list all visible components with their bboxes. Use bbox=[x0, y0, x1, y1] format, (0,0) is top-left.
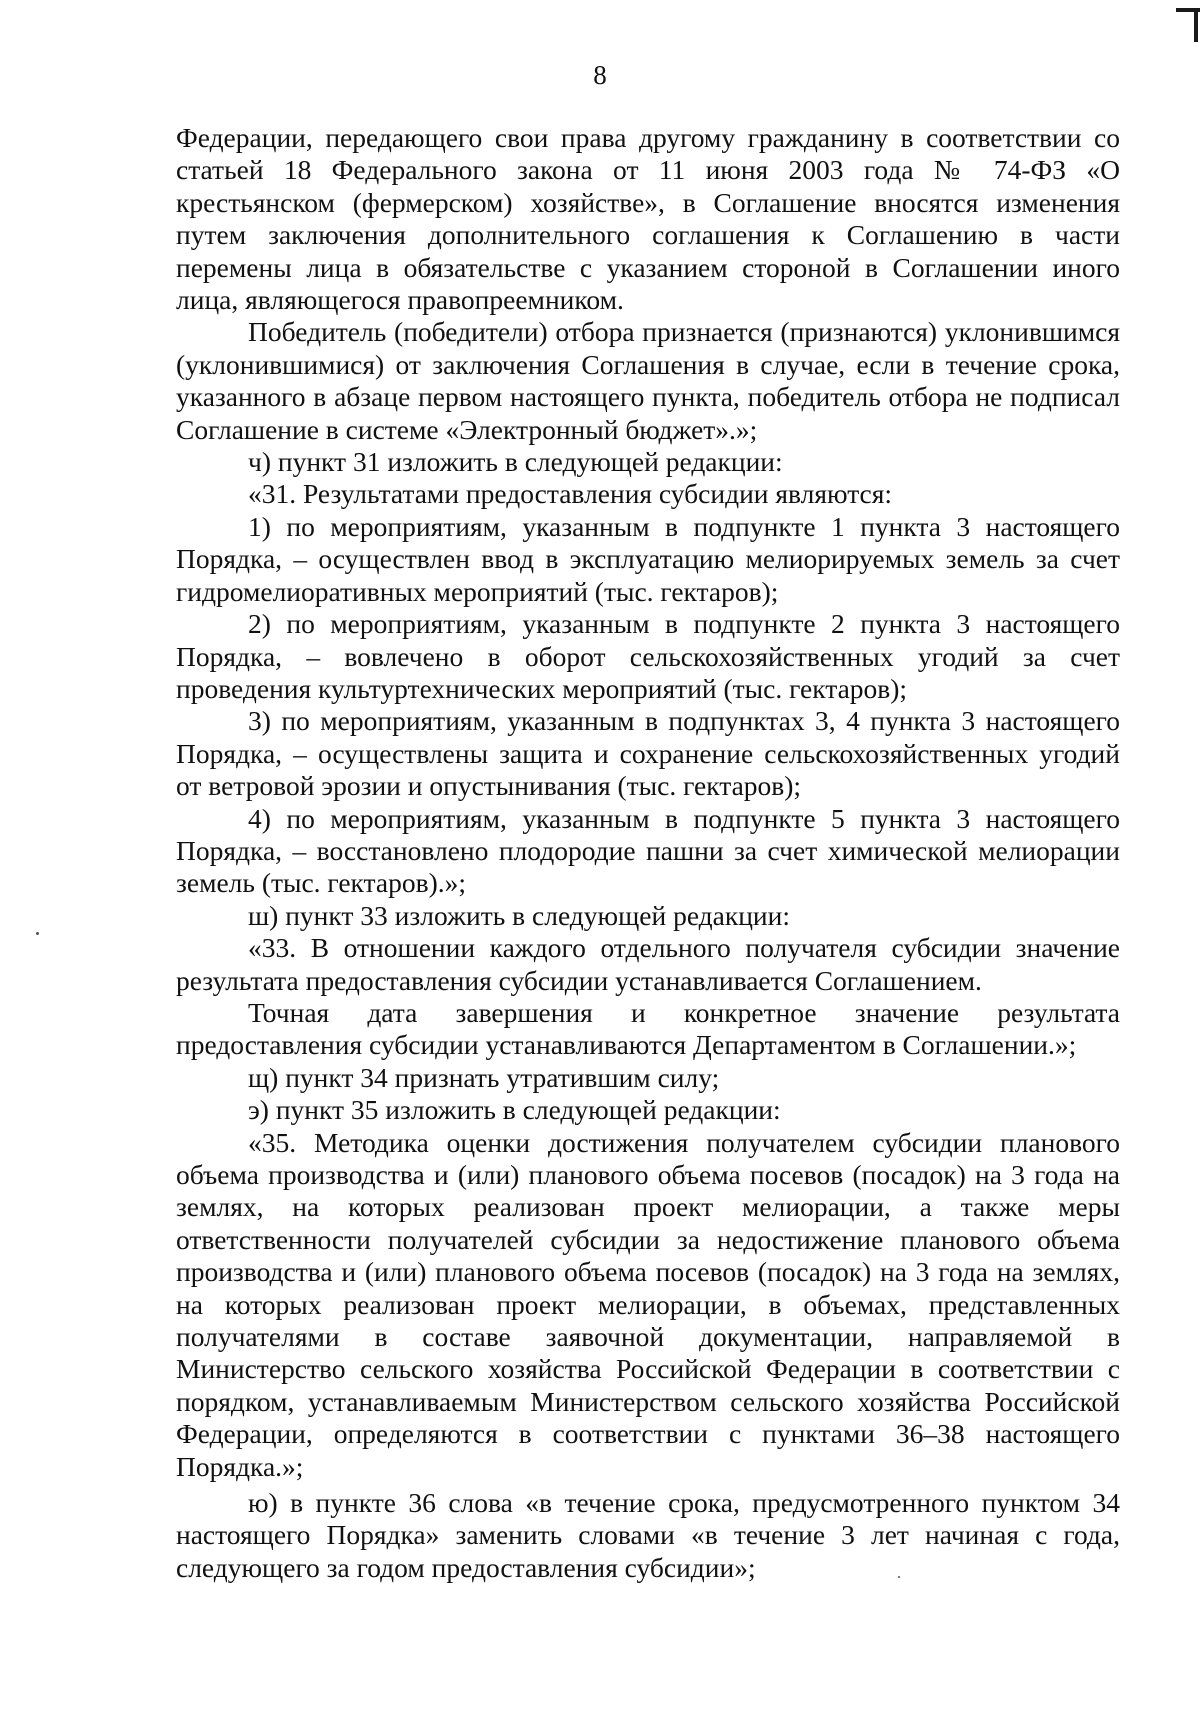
paragraph: «31. Результатами предоставления субсидии являются: bbox=[248, 478, 893, 510]
paragraph: 4) по мероприятиям, указанным в подпункте 5 пункта 3 настоящего Порядка, – восстановлено плодородие пашни за счет химической мелиорации земель (тыс. гектаров).»; bbox=[176, 802, 1120, 899]
page-number: 8 bbox=[593, 60, 607, 90]
paragraph: Победитель (победители) отбора признается (признаются) уклонившимся (уклонившимися) от заключения Соглашения в случае, если в течение срока, указанного в абзаце первом настоящего пункта, победитель отбора не подписал Соглашение в системе «Электронный бюджет».»; bbox=[176, 316, 1120, 445]
scan-speck bbox=[36, 932, 39, 935]
paragraph: «33. В отношении каждого отдельного получателя субсидии значение результата предоставления субсидии устанавливается Соглашением. bbox=[176, 932, 1120, 996]
paragraph: щ) пункт 34 признать утратившим силу; bbox=[248, 1061, 720, 1093]
scan-speck bbox=[898, 1576, 900, 1578]
document-body bbox=[176, 122, 1120, 1584]
paragraph: 3) по мероприятиям, указанным в подпунктах 3, 4 пункта 3 настоящего Порядка, – осуществлены защита и сохранение сельскохозяйственных угодий от ветровой эрозии и опустынивания (тыс. гектаров); bbox=[176, 705, 1120, 802]
paragraph: 1) по мероприятиям, указанным в подпункте 1 пункта 3 настоящего Порядка, – осуществлен ввод в эксплуатацию мелиорируемых земель за счет гидромелиоративных мероприятий (тыс. гектаров); bbox=[176, 510, 1120, 607]
paragraph: Точная дата завершения и конкретное значение результата предоставления субсидии устанавливаются Департаментом в Соглашении.»; bbox=[176, 996, 1120, 1061]
paragraph: ч) пункт 31 изложить в следующей редакции: bbox=[248, 446, 783, 478]
paragraph: 2) по мероприятиям, указанным в подпункте 2 пункта 3 настоящего Порядка, – вовлечено в оборот сельскохозяйственных угодий за счет проведения культуртехнических мероприятий (тыс. гектаров); bbox=[176, 608, 1120, 704]
paragraph: ю) в пункте 36 слова «в течение срока, предусмотренного пунктом 34 настоящего Порядка» заменить словами «в течение 3 лет начиная с года, следующего за годом предоставления субсидии»; bbox=[176, 1487, 1120, 1583]
paragraph: э) пункт 35 изложить в следующей редакции: bbox=[248, 1094, 781, 1126]
paragraph: «35. Методика оценки достижения получателем субсидии планового объема производства и (или) планового объема посевов (посадок) на 3 года на землях, на которых реализован проект мелиорации, а также меры ответственности получателей субсидии за недостижение планового объема производства и (или) планового объема посевов (посадок) на 3 года на землях, на которых реализован проект мелиорации, в объемах, представленных получателями в составе заявочной документации, направляемой в Министерство сельского хозяйства Российской Федерации в соответствии с порядком, устанавливаемым Министерством сельского хозяйства Российской Федерации, определяются в соответствии с пунктами 36–38 настоящего Порядка.»; bbox=[176, 1126, 1120, 1482]
scan-corner-mark bbox=[1176, 0, 1200, 44]
corner-mark-vertical bbox=[1194, 8, 1198, 42]
paragraph: ш) пункт 33 изложить в следующей редакции: bbox=[248, 899, 791, 931]
paragraph: Федерации, передающего свои права другому гражданину в соответствии со статьей 18 Федерального закона от 11 июня 2003 года № 74-ФЗ «О крестьянском (фермерском) хозяйстве», в Соглашение вносятся изменения путем заключения дополнительного соглашения к Соглашению в части перемены лица в обязательстве с указанием стороной в Соглашении иного лица, являющегося правопреемником. bbox=[176, 122, 1120, 316]
